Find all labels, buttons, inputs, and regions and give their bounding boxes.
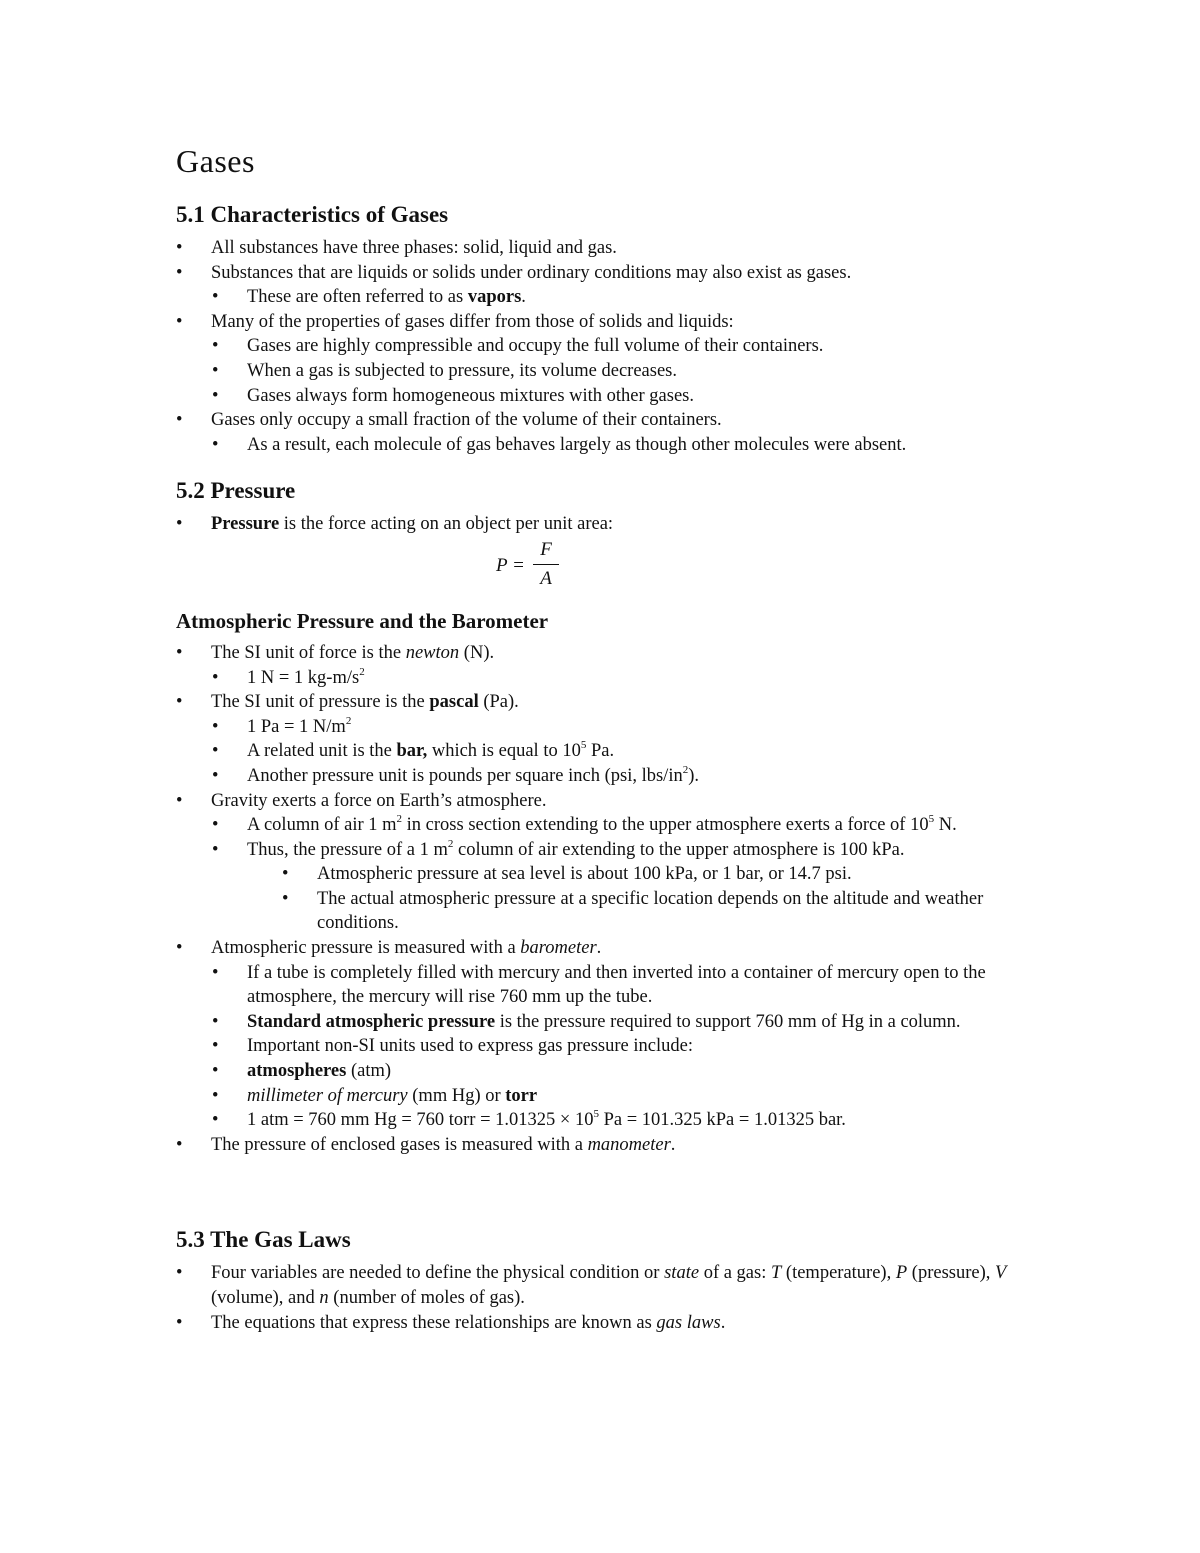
- list-item: • millimeter of mercury (mm Hg) or torr: [176, 1084, 1036, 1109]
- list-item: • The pressure of enclosed gases is measured with a manometer.: [176, 1133, 1036, 1158]
- list-item: • Substances that are liquids or solids under ordinary conditions may also exist as gases.: [176, 261, 1036, 286]
- list-item: • 1 atm = 760 mm Hg = 760 torr = $1.01325 \times 10^5$ Pa = 101.325 kPa = 1.01325 bar.: [176, 1108, 1036, 1133]
- list-item: • Gravity exerts a force on Earth’s atmosphere.: [176, 789, 1036, 814]
- section-heading-pressure: 5.2 Pressure: [176, 478, 296, 504]
- list-item: • When a gas is subjected to pressure, its volume decreases.: [176, 359, 1036, 384]
- list-item: • Pressure is the force acting on an object per unit area:: [176, 512, 1036, 537]
- list-item: • All substances have three phases: solid, liquid and gas.: [176, 236, 1036, 261]
- document-title: Gases: [176, 143, 255, 179]
- list-item: • If a tube is completely filled with mercury and then inverted into a container of mercury open to the atmosphere, the mercury will rise 760 mm up the tube.: [176, 961, 1036, 1010]
- list-item: • atmospheres (atm): [176, 1059, 1036, 1084]
- formula-lhs: P =: [496, 554, 525, 576]
- formula-denominator: A: [540, 567, 552, 589]
- list-item: • Gases always form homogeneous mixtures with other gases.: [176, 384, 1036, 409]
- list-item: • Thus, the pressure of a 1 $m^2$ column of air extending to the upper atmosphere is 100 kPa.: [176, 838, 1036, 863]
- list-item: • A related unit is the bar, which is equal to $10^5$ Pa.: [176, 739, 1036, 764]
- list-item: • The SI unit of pressure is the pascal (Pa).: [176, 690, 1036, 715]
- section-heading-gas-laws: 5.3 The Gas Laws: [176, 1227, 351, 1253]
- section-heading-characteristics: 5.1 Characteristics of Gases: [176, 202, 449, 227]
- fraction-bar: [533, 564, 559, 565]
- subsection-heading-barometer: Atmospheric Pressure and the Barometer: [176, 608, 549, 633]
- list-item: • The equations that express these relationships are known as gas laws.: [176, 1311, 1036, 1336]
- list-item: • These are often referred to as vapors.: [176, 285, 1036, 310]
- list-item: • Four variables are needed to define the physical condition or state of a gas: T (temperature), P (pressure), V (volume), and n (number of moles of gas).: [176, 1261, 1036, 1310]
- term-vapors: vapors: [467, 287, 522, 308]
- list-item: • Standard atmospheric pressure is the pressure required to support 760 mm of Hg in a column.: [176, 1010, 1036, 1035]
- document-page: [176, 140, 1036, 1335]
- list-item: • Gases are highly compressible and occupy the full volume of their containers.: [176, 334, 1036, 359]
- list-item: • Another pressure unit is pounds per square inch (psi, lbs/$in^2$).: [176, 764, 1036, 789]
- list-item: • Many of the properties of gases differ from those of solids and liquids:: [176, 310, 1036, 335]
- list-item: • Atmospheric pressure is measured with a barometer.: [176, 936, 1036, 961]
- list-item: • The actual atmospheric pressure at a specific location depends on the altitude and weather conditions.: [176, 887, 1036, 936]
- list-item: • As a result, each molecule of gas behaves largely as though other molecules were absent.: [176, 433, 1036, 458]
- term-pressure: Pressure: [211, 514, 280, 535]
- list-item: • 1 N = 1 $kg-m/s^2$: [176, 666, 1036, 691]
- pressure-formula: [176, 537, 1036, 597]
- list-item: • 1 Pa = 1 $N/m^2$: [176, 715, 1036, 740]
- formula-fraction: [533, 537, 559, 592]
- list-item: • Gases only occupy a small fraction of the volume of their containers.: [176, 408, 1036, 433]
- list-item: • A column of air 1 $m^2$ in cross section extending to the upper atmosphere exerts a force of $10^5$ N.: [176, 813, 1036, 838]
- list-item: • The SI unit of force is the newton (N).: [176, 641, 1036, 666]
- formula-numerator: F: [540, 538, 552, 560]
- list-item: • Atmospheric pressure at sea level is about 100 kPa, or 1 bar, or 14.7 psi.: [176, 862, 1036, 887]
- list-item: • Important non-SI units used to express gas pressure include:: [176, 1034, 1036, 1059]
